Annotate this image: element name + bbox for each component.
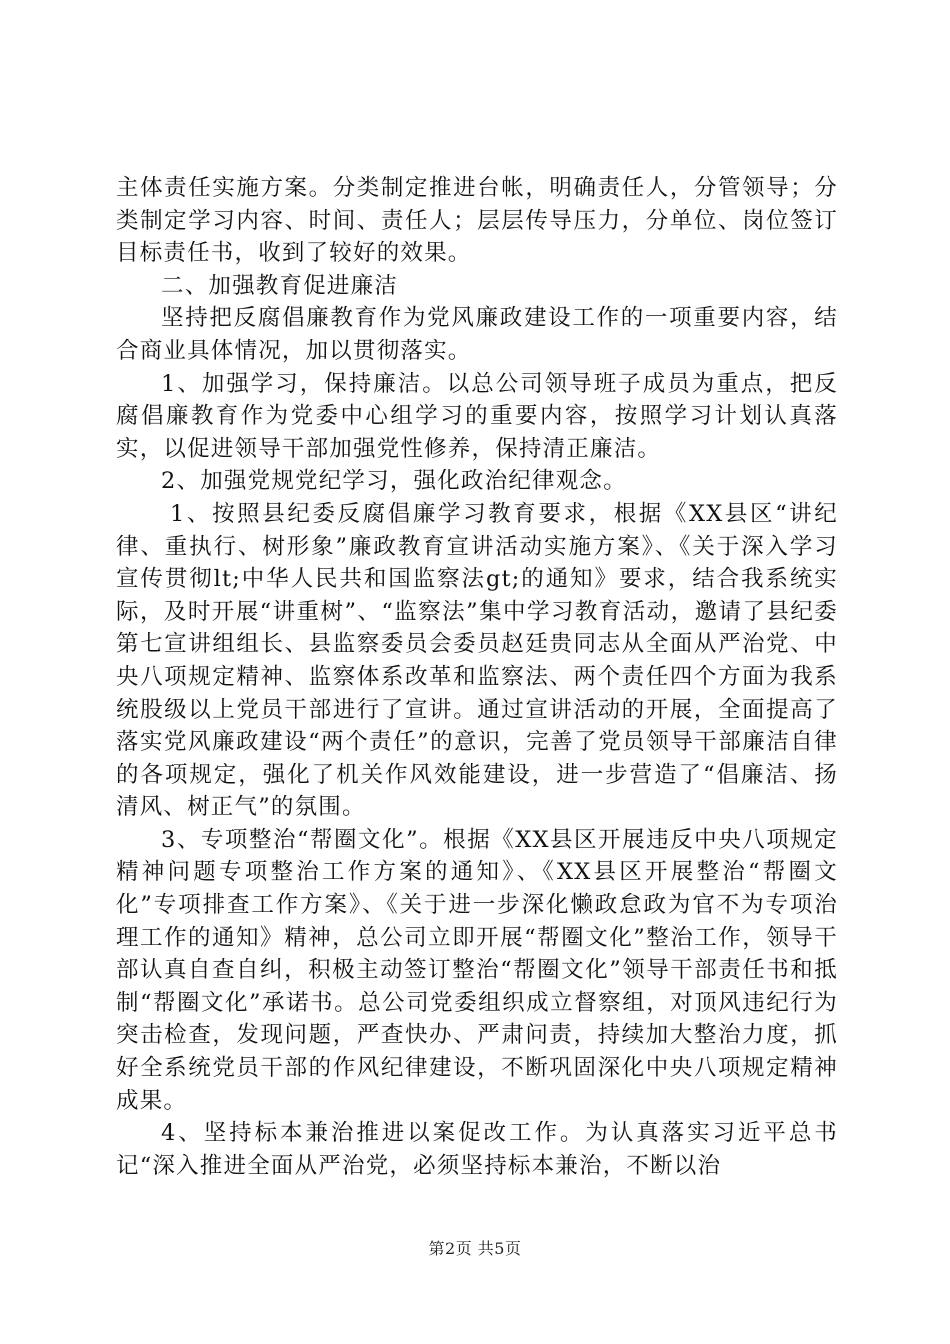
section-heading: 二、加强教育促进廉洁 bbox=[161, 272, 399, 299]
paragraph-continuation: 主体责任实施方案。分类制定推进台帐，明确责任人，分管领导；分类制定学习内容、时间、责任人；层层传导压力，分单位、岗位签订目标责任书，收到了较好的效果。 bbox=[116, 175, 838, 267]
paragraph-subitem-1: 1、按照县纪委反腐倡廉学习教育要求，根据《XX县区“讲纪律、重执行、树形象”廉政教育宣讲活动实施方案》、《关于深入学习宣传贯彻lt;中华人民共和国监察法gt;的通知》要求，结合我系统实际，及时开展“讲重树”、“监察法”集中学习教育活动，邀请了县纪委第七宣讲组组长、县监察委员会委员赵廷贵同志从全面从严治党、中央八项规定精神、监察体系改革和监察法、两个责任四个方面为我系统股级以上党员干部进行了宣讲。通过宣讲活动的开展，全面提高了落实党风廉政建设“两个责任”的意识，完善了党员领导干部廉洁自律的各项规定，强化了机关作风效能建设，进一步营造了“倡廉洁、扬清风、树正气”的氛围。 bbox=[116, 500, 838, 821]
paragraph-item-1: 1、加强学习，保持廉洁。以总公司领导班子成员为重点，把反腐倡廉教育作为党委中心组学习的重要内容，按照学习计划认真落实，以促进领导干部加强党性修养，保持清正廉洁。 bbox=[116, 370, 838, 462]
paragraph-item-4: 4、坚持标本兼治推进以案促改工作。为认真落实习近平总书记“深入推进全面从严治党，必须坚持标本兼治，不断以治 bbox=[116, 1120, 838, 1179]
paragraph-item-3: 3、专项整治“帮圈文化”。根据《XX县区开展违反中央八项规定精神问题专项整治工作方案的通知》、《XX县区开展整治“帮圈文化”专项排查工作方案》、《关于进一步深化懒政怠政为官不为专项治理工作的通知》精神，总公司立即开展“帮圈文化”整治工作，领导干部认真自查自纠，积极主动签订整治“帮圈文化”领导干部责任书和抵制“帮圈文化”承诺书。总公司党委组织成立督察组，对顶风违纪行为突击检查，发现问题，严查快办、严肃问责，持续加大整治力度，抓好全系统党员干部的作风纪律建设，不断巩固深化中央八项规定精神成果。 bbox=[116, 826, 838, 1114]
page-number-label: 第2页 共5页 bbox=[428, 1239, 522, 1258]
paragraph-intro: 坚持把反腐倡廉教育作为党风廉政建设工作的一项重要内容，结合商业具体情况，加以贯彻落实。 bbox=[116, 305, 838, 364]
paragraph-item-2: 2、加强党规党纪学习，强化政治纪律观念。 bbox=[161, 468, 627, 495]
page-footer bbox=[0, 1236, 950, 1259]
document-body bbox=[116, 172, 838, 1182]
